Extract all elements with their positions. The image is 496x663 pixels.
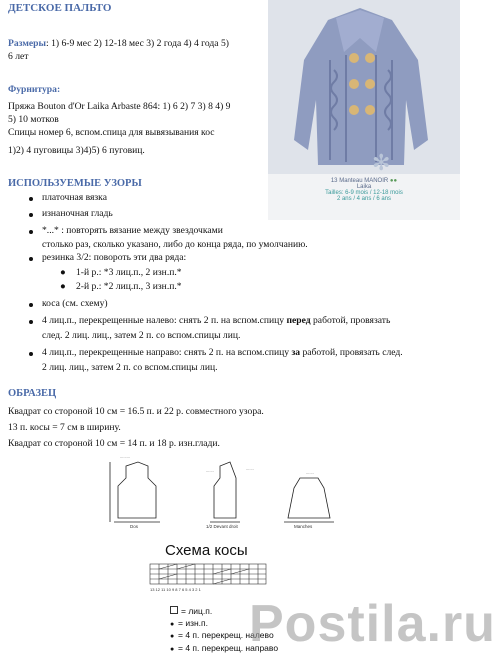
purl-symbol-icon: ● xyxy=(170,620,175,628)
watermark-logo: Postila.ru xyxy=(249,595,496,653)
gauge-line: 13 п. косы = 7 см в ширину. xyxy=(8,422,121,433)
supplies-label: Фурнитура: xyxy=(8,84,61,95)
photo-caption-sizes-2: 2 ans / 4 ans / 6 ans xyxy=(336,196,392,202)
svg-text:.......: ....... xyxy=(206,468,214,473)
pattern-bold: перед xyxy=(286,315,311,326)
pattern-bold: за xyxy=(291,347,301,358)
pattern-item: *...* : повторять вязание между звездочками xyxy=(42,225,223,236)
schematic-diagrams xyxy=(96,448,366,530)
supplies-line: 1)2) 4 пуговицы 3)4)5) 6 пуговиц. xyxy=(8,145,145,156)
svg-text:.......: ....... xyxy=(306,470,314,475)
svg-text:.........: ......... xyxy=(120,454,131,459)
bullet xyxy=(29,320,33,324)
photo-caption-title: Manteau MANOIR xyxy=(339,178,389,184)
gauge-heading: ОБРАЗЕЦ xyxy=(8,388,57,399)
bullet xyxy=(29,352,33,356)
svg-text:13 12 11 10 9 8 7 6 5 4 3 2 1: 13 12 11 10 9 8 7 6 5 4 3 2 1 xyxy=(150,587,201,592)
sub-bullet: ● xyxy=(60,281,66,292)
coat-photo xyxy=(268,0,460,220)
legend-item: ● = изн.п. xyxy=(170,618,278,631)
pattern-text: 4 лиц.п., перекрещенные налево: снять 2 п. на вспом.спицу xyxy=(42,315,287,326)
cable-chart-grid xyxy=(146,560,270,592)
cross-left-icon: ● xyxy=(170,633,175,640)
bullet xyxy=(29,230,33,234)
pattern-text: работой, провязать след. xyxy=(300,347,403,358)
pattern-text: работой, провязать xyxy=(310,315,391,326)
gauge-line: Квадрат со стороной 10 см = 16.5 п. и 22 р. совместного узора. xyxy=(8,406,264,417)
supplies-line: Пряжа Bouton d'Or Laika Arbaste 864: 1) 6 2) 7 3) 8 4) 9 xyxy=(8,101,231,112)
supplies-line: Спицы номер 6, вспом.спица для вывязывания кос xyxy=(8,127,215,138)
bullet xyxy=(29,213,33,217)
page-title: ДЕТСКОЕ ПАЛЬТО xyxy=(8,2,112,14)
diagram-label-back: Dos xyxy=(130,524,139,529)
sub-bullet: ● xyxy=(60,267,66,278)
pattern-item: коса (см. схему) xyxy=(42,298,108,309)
sizes-label: Размеры xyxy=(8,38,46,49)
snowflake-icon: ✻ xyxy=(372,150,391,175)
pattern-item: 2 лиц. лиц., затем 2 п. со вспом.спицы лиц. xyxy=(42,362,218,373)
cross-right-icon: ● xyxy=(170,645,175,653)
supplies-line: 5) 10 мотков xyxy=(8,114,59,125)
pattern-item xyxy=(42,347,403,359)
photo-caption-yarn: Laika xyxy=(356,184,372,190)
bullet xyxy=(29,303,33,307)
gauge-line: Квадрат со стороной 10 см = 14 п. и 18 р. изн.глади. xyxy=(8,438,220,449)
legend-item: = лиц.п. xyxy=(170,606,278,618)
photo-caption: 13 Manteau MANOIR ●● Laika Tailles: 6-9 mois / 12-18 mois 2 ans / 4 ans / 6 ans xyxy=(268,174,460,220)
pattern-text: 4 лиц.п., перекрещенные направо: снять 2 п. на вспом.спицу xyxy=(42,347,292,358)
pattern-item xyxy=(42,315,390,327)
legend-item: ● = 4 п. перекрещ. направо xyxy=(170,643,278,656)
bullet xyxy=(29,197,33,201)
legend-item: ● = 4 п. перекрещ. налево xyxy=(170,630,278,643)
pattern-item: столько раз, сколько указано, либо до конца ряда, по умолчанию. xyxy=(42,239,308,250)
pattern-item: след. 2 лиц. лиц., затем 2 п. со вспом.спицы лиц. xyxy=(42,330,241,341)
photo-caption-sizes: Tailles: 6-9 mois / 12-18 mois xyxy=(325,190,403,196)
pattern-item: платочная вязка xyxy=(42,192,107,203)
diagram-label-sleeve: Manches xyxy=(294,524,313,529)
pattern-subitem: 2-й р.: *2 лиц.п., 3 изн.п.* xyxy=(76,281,182,292)
pattern-subitem: 1-й р.: *3 лиц.п., 2 изн.п.* xyxy=(76,267,182,278)
svg-text:.......: ....... xyxy=(246,466,254,471)
sizes-line xyxy=(8,38,229,50)
knit-symbol-icon xyxy=(170,606,178,614)
sizes-text-2: 6 лет xyxy=(8,51,29,62)
bullet xyxy=(29,257,33,261)
patterns-heading: ИСПОЛЬЗУЕМЫЕ УЗОРЫ xyxy=(8,178,142,189)
diagram-label-front: 1/2 Devant droit xyxy=(206,524,238,529)
coat-illustration xyxy=(268,0,460,176)
sizes-text: : 1) 6-9 мес 2) 12-18 мес 3) 2 года 4) 4 года 5) xyxy=(46,38,229,49)
cable-chart-title: Схема косы xyxy=(165,542,248,559)
photo-number: 13 xyxy=(330,178,338,184)
pattern-item: резинка 3/2: повороть эти два ряда: xyxy=(42,252,187,263)
pattern-item: изнаночная гладь xyxy=(42,208,113,219)
